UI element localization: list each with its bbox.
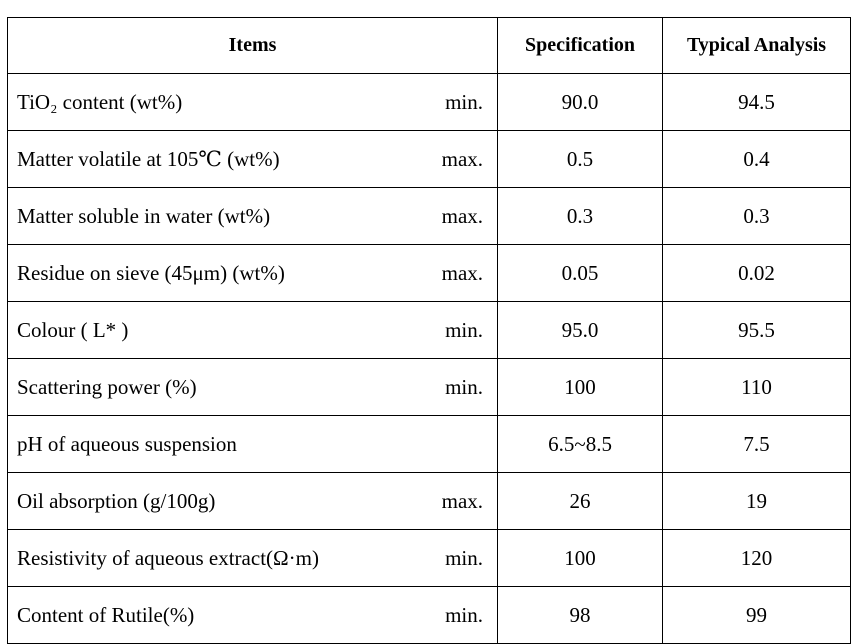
row-specification-value: 100 <box>498 530 663 587</box>
row-limit-qualifier: max. <box>418 473 498 530</box>
header-row <box>8 18 851 74</box>
row-item-label: Matter volatile at 105℃ (wt%) <box>8 131 418 188</box>
row-item-label: Content of Rutile(%) <box>8 587 418 644</box>
table-row <box>8 302 851 359</box>
row-item-label: Colour ( L* ) <box>8 302 418 359</box>
row-specification-value: 26 <box>498 473 663 530</box>
row-typical-value: 94.5 <box>663 74 851 131</box>
row-typical-value: 110 <box>663 359 851 416</box>
row-item-label: Scattering power (%) <box>8 359 418 416</box>
table-row <box>8 416 851 473</box>
row-specification-value: 6.5~8.5 <box>498 416 663 473</box>
row-typical-value: 120 <box>663 530 851 587</box>
row-limit-qualifier: min. <box>418 530 498 587</box>
row-item-label: Residue on sieve (45μm) (wt%) <box>8 245 418 302</box>
row-limit-qualifier <box>418 416 498 473</box>
table-row <box>8 473 851 530</box>
row-specification-value: 0.3 <box>498 188 663 245</box>
row-typical-value: 0.4 <box>663 131 851 188</box>
row-specification-value: 0.05 <box>498 245 663 302</box>
row-limit-qualifier: max. <box>418 245 498 302</box>
row-limit-qualifier: max. <box>418 131 498 188</box>
table-row <box>8 188 851 245</box>
table-row <box>8 131 851 188</box>
header-specification: Specification <box>498 18 663 74</box>
row-item-label: Resistivity of aqueous extract(Ω·m) <box>8 530 418 587</box>
row-typical-value: 7.5 <box>663 416 851 473</box>
row-specification-value: 0.5 <box>498 131 663 188</box>
specification-table <box>7 17 851 644</box>
table-row <box>8 359 851 416</box>
row-typical-value: 95.5 <box>663 302 851 359</box>
table-row <box>8 74 851 131</box>
table-row <box>8 245 851 302</box>
table-row <box>8 587 851 644</box>
row-typical-value: 99 <box>663 587 851 644</box>
row-typical-value: 0.02 <box>663 245 851 302</box>
row-specification-value: 98 <box>498 587 663 644</box>
row-limit-qualifier: min. <box>418 302 498 359</box>
row-specification-value: 95.0 <box>498 302 663 359</box>
row-item-label: TiO₂ content (wt%) <box>8 74 418 131</box>
row-specification-value: 100 <box>498 359 663 416</box>
row-limit-qualifier: min. <box>418 359 498 416</box>
header-typical-analysis: Typical Analysis <box>663 18 851 74</box>
row-typical-value: 0.3 <box>663 188 851 245</box>
row-limit-qualifier: max. <box>418 188 498 245</box>
row-item-label: pH of aqueous suspension <box>8 416 418 473</box>
table-row <box>8 530 851 587</box>
table-body <box>8 74 851 644</box>
row-limit-qualifier: min. <box>418 587 498 644</box>
header-items: Items <box>8 18 498 74</box>
row-item-label: Oil absorption (g/100g) <box>8 473 418 530</box>
row-specification-value: 90.0 <box>498 74 663 131</box>
row-typical-value: 19 <box>663 473 851 530</box>
row-item-label: Matter soluble in water (wt%) <box>8 188 418 245</box>
row-limit-qualifier: min. <box>418 74 498 131</box>
